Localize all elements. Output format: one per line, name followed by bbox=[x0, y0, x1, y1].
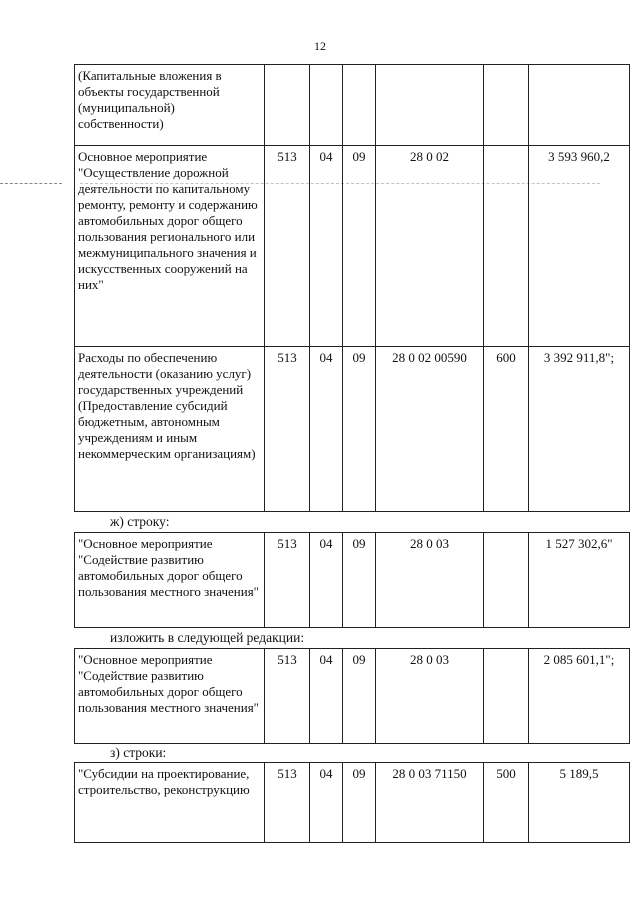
note-izlozhit-line: изложить в следующей редакции: bbox=[110, 630, 305, 645]
table-row bbox=[75, 65, 630, 146]
cell-amount: 3 593 960,2 bbox=[529, 146, 630, 347]
cell-amount: 3 392 911,8"; bbox=[529, 347, 630, 512]
row-description: Основное мероприятие "Осуществление дорожной деятельности по капитальному ремонту, ремонту и содержанию автомобильных дорог общего пользования регионального или межмуниципального значения и искусственных сооружений на них" bbox=[75, 146, 265, 347]
budget-table-4 bbox=[74, 762, 630, 843]
cell-subsection-code: 09 bbox=[343, 649, 376, 744]
budget-table-1 bbox=[74, 64, 630, 512]
cell-expense-type bbox=[484, 146, 529, 347]
budget-table-2 bbox=[74, 532, 630, 628]
cell-ministry-code bbox=[265, 65, 310, 146]
cell-subsection-code: 09 bbox=[343, 533, 376, 628]
row-description: "Субсидии на проектирование, строительство, реконструкцию bbox=[75, 763, 265, 843]
cell-subsection-code: 09 bbox=[343, 763, 376, 843]
cell-ministry-code: 513 bbox=[265, 347, 310, 512]
cell-target-article: 28 0 02 bbox=[376, 146, 484, 347]
cell-section-code: 04 bbox=[310, 763, 343, 843]
scan-artifact-left bbox=[0, 183, 62, 184]
row-description: (Капитальные вложения в объекты государственной (муниципальной) собственности) bbox=[75, 65, 265, 146]
table-row bbox=[75, 533, 630, 628]
cell-target-article: 28 0 02 00590 bbox=[376, 347, 484, 512]
cell-section-code: 04 bbox=[310, 533, 343, 628]
cell-section-code: 04 bbox=[310, 649, 343, 744]
budget-table-3 bbox=[74, 648, 630, 744]
cell-section-code: 04 bbox=[310, 146, 343, 347]
table-row bbox=[75, 649, 630, 744]
cell-target-article: 28 0 03 bbox=[376, 649, 484, 744]
note-zh-line: ж) строку: bbox=[110, 514, 170, 529]
cell-amount: 5 189,5 bbox=[529, 763, 630, 843]
cell-expense-type: 500 bbox=[484, 763, 529, 843]
table-row bbox=[75, 763, 630, 843]
cell-amount bbox=[529, 65, 630, 146]
table-row bbox=[75, 347, 630, 512]
row-description: Расходы по обеспечению деятельности (оказанию услуг) государственных учреждений (Предоставление субсидий бюджетным, автономным учреждениям и иным некоммерческим организациям) bbox=[75, 347, 265, 512]
cell-target-article bbox=[376, 65, 484, 146]
cell-amount: 2 085 601,1"; bbox=[529, 649, 630, 744]
cell-subsection-code: 09 bbox=[343, 347, 376, 512]
note-z-line: з) строки: bbox=[110, 745, 167, 760]
cell-expense-type bbox=[484, 533, 529, 628]
cell-expense-type bbox=[484, 65, 529, 146]
cell-section-code: 04 bbox=[310, 347, 343, 512]
table-row bbox=[75, 146, 630, 347]
cell-section-code bbox=[310, 65, 343, 146]
row-description: "Основное мероприятие "Содействие развитию автомобильных дорог общего пользования местного значения" bbox=[75, 533, 265, 628]
page-number: 12 bbox=[314, 39, 326, 53]
cell-subsection-code: 09 bbox=[343, 146, 376, 347]
cell-ministry-code: 513 bbox=[265, 649, 310, 744]
cell-amount: 1 527 302,6" bbox=[529, 533, 630, 628]
cell-target-article: 28 0 03 71150 bbox=[376, 763, 484, 843]
cell-ministry-code: 513 bbox=[265, 763, 310, 843]
cell-ministry-code: 513 bbox=[265, 533, 310, 628]
cell-expense-type bbox=[484, 649, 529, 744]
cell-expense-type: 600 bbox=[484, 347, 529, 512]
cell-ministry-code: 513 bbox=[265, 146, 310, 347]
cell-target-article: 28 0 03 bbox=[376, 533, 484, 628]
cell-subsection-code bbox=[343, 65, 376, 146]
row-description: "Основное мероприятие "Содействие развитию автомобильных дорог общего пользования местного значения" bbox=[75, 649, 265, 744]
